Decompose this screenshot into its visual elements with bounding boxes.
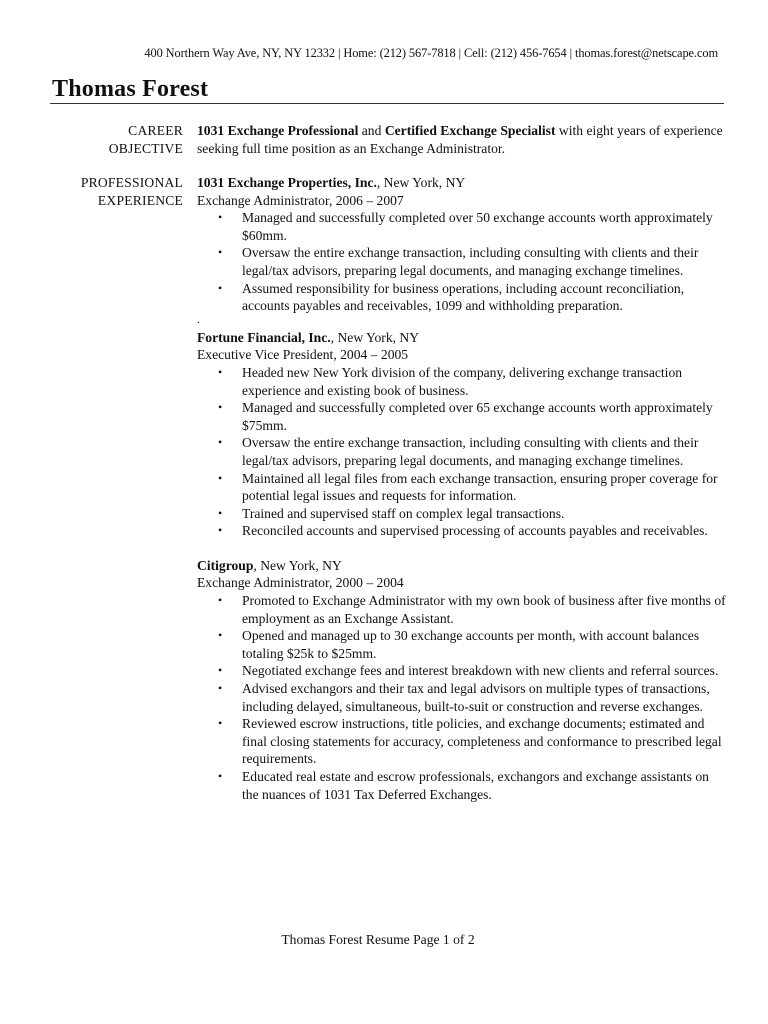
job-title: Executive Vice President, 2004 – 2005 <box>197 347 409 363</box>
list-item: • Trained and supervised staff on complex legal transactions. <box>218 505 565 521</box>
list-item: • Headed new New York division of the company, delivering exchange transaction experience and existing book of business. <box>218 364 683 398</box>
objective-label-line1: CAREER <box>128 123 183 138</box>
job-company: 1031 Exchange Properties, Inc. <box>197 175 377 190</box>
bullet-icon: • <box>218 769 223 783</box>
job-bullets <box>197 592 727 803</box>
experience-content <box>197 174 727 803</box>
objective-label <box>0 122 183 158</box>
job-title: Exchange Administrator, 2000 – 2004 <box>197 575 404 591</box>
experience-label-line2: EXPERIENCE <box>97 193 183 208</box>
job-bullets <box>197 209 727 315</box>
job-location: , New York, NY <box>253 557 342 573</box>
job-company: Citigroup <box>197 557 254 573</box>
experience-label <box>0 174 183 210</box>
list-item: • Reviewed escrow instructions, title policies, and exchange documents; estimated and final closing statements for accuracy, completeness and conformance to prescribed legal requirements. <box>218 716 722 767</box>
bullet-icon: • <box>218 681 223 696</box>
bullet-icon: • <box>218 505 223 520</box>
bullet-icon: • <box>218 628 223 643</box>
job-fortune-financial <box>197 329 727 540</box>
list-item: • Promoted to Exchange Administrator with my own book of business after five months of employment as an Exchange Assistant. <box>218 593 726 626</box>
list-item: • Managed and successfully completed over 65 exchange accounts worth approximately $75mm. <box>218 400 713 433</box>
bullet-icon: • <box>218 280 223 295</box>
list-item: • Managed and successfully completed over 50 exchange accounts worth approximately $60mm. <box>218 210 713 243</box>
objective-mid: and <box>358 123 385 138</box>
objective-rest: with eight years of experience seeking full time position as an Exchange Administrator. <box>197 123 723 156</box>
page-footer: Thomas Forest Resume Page 1 of 2 <box>281 932 475 947</box>
candidate-name: Thomas Forest <box>52 76 209 102</box>
bullet-icon: • <box>218 716 223 731</box>
experience-label-line1: PROFESSIONAL <box>80 175 183 190</box>
objective-text <box>197 122 727 158</box>
bullet-icon: • <box>218 435 223 450</box>
job-title: Exchange Administrator, 2006 – 2007 <box>197 192 404 208</box>
header-rule <box>50 103 724 104</box>
bullet-icon: • <box>218 400 223 415</box>
bullet-icon: • <box>218 210 223 225</box>
job-location: , New York, NY <box>376 175 466 190</box>
objective-label-line2: OBJECTIVE <box>108 141 183 156</box>
stray-dot: . <box>197 313 200 326</box>
job-1031-exchange <box>197 174 727 315</box>
job-citigroup <box>197 557 727 803</box>
objective-bold-2: Certified Exchange Specialist <box>384 123 556 138</box>
objective-bold-1: 1031 Exchange Professional <box>197 123 359 138</box>
list-item: • Oversaw the entire exchange transaction, including consulting with clients and their legal/tax advisors, preparing legal documents, and managing exchange timelines. <box>218 435 699 468</box>
job-location: , New York, NY <box>330 329 420 345</box>
bullet-icon: • <box>218 245 223 260</box>
job-bullets <box>197 364 727 540</box>
list-item: • Oversaw the entire exchange transaction, including consulting with clients and their legal/tax advisors, preparing legal documents, and managing exchange timelines. <box>218 245 699 278</box>
bullet-icon: • <box>218 523 223 538</box>
bullet-icon: • <box>218 470 223 485</box>
list-item: • Reconciled accounts and supervised processing of accounts payables and receivables. <box>218 523 708 539</box>
list-item: • Educated real estate and escrow professionals, exchangors and exchange assistants on the nuances of 1031 Tax Deferred Exchanges. <box>218 769 709 802</box>
bullet-icon: • <box>218 593 223 608</box>
list-item: • Advised exchangors and their tax and legal advisors on multiple types of transactions, including delayed, simultaneous, built-to-suit or construction and reverse exchanges. <box>218 681 710 714</box>
list-item: • Assumed responsibility for business operations, including account reconciliation, accounts payables and receivables, 1099 and withholding preparation. <box>218 280 685 314</box>
list-item: • Opened and managed up to 30 exchange accounts per month, with account balances totaling $25k to $25mm. <box>218 628 700 661</box>
bullet-icon: • <box>218 663 223 678</box>
list-item: • Negotiated exchange fees and interest breakdown with new clients and referral sources. <box>218 663 719 679</box>
bullet-icon: • <box>218 364 223 379</box>
job-company: Fortune Financial, Inc. <box>197 329 331 345</box>
contact-line: 400 Northern Way Ave, NY, NY 12332 | Home: (212) 567-7818 | Cell: (212) 456-7654 | thomas.forest@netscape.com <box>144 46 718 60</box>
list-item: • Maintained all legal files from each exchange transaction, ensuring proper coverage for potential legal issues and requests for information. <box>218 470 718 504</box>
